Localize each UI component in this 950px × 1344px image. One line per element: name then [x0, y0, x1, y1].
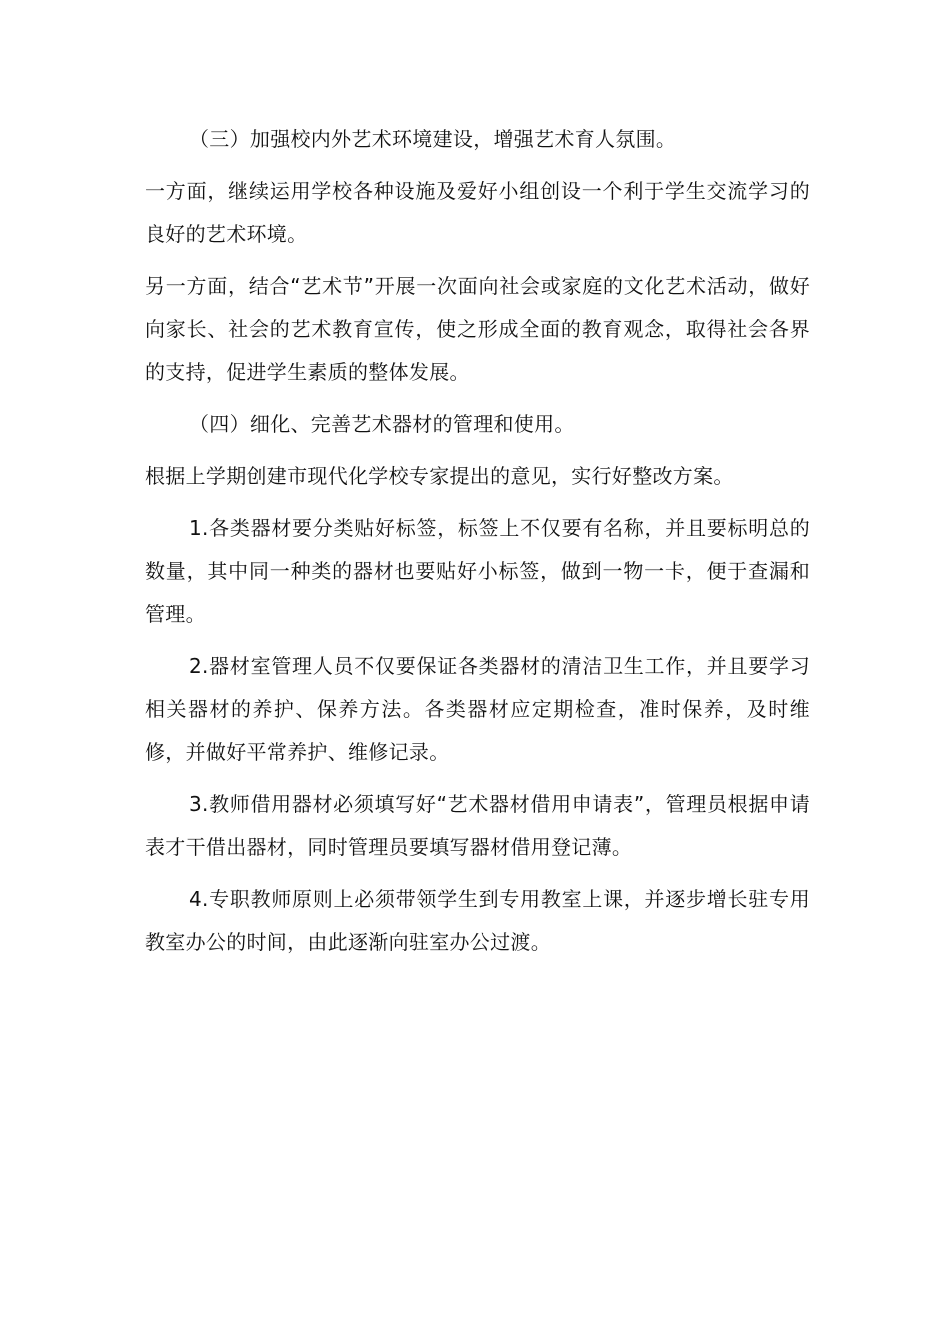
body-paragraph: 一方面，继续运用学校各种设施及爱好小组创设一个利于学生交流学习的良好的艺术环境。 — [145, 179, 810, 246]
document-body — [145, 118, 810, 973]
section-heading-3: （三）加强校内外艺术环境建设，增强艺术育人氛围。 — [189, 127, 677, 151]
body-paragraph: 根据上学期创建市现代化学校专家提出的意见，实行好整改方案。 — [145, 464, 734, 488]
body-paragraph: 另一方面，结合“艺术节”开展一次面向社会或家庭的文化艺术活动，做好向家长、社会的艺术教育宣传，使之形成全面的教育观念，取得社会各界的支持，促进学生素质的整体发展。 — [145, 274, 810, 384]
list-item: 1.各类器材要分类贴好标签，标签上不仅要有名称，并且要标明总的数量，其中同一种类的器材也要贴好小标签，做到一物一卡，便于查漏和管理。 — [145, 516, 810, 626]
list-item: 3.教师借用器材必须填写好“艺术器材借用申请表”，管理员根据申请表才干借出器材，同时管理员要填写器材借用登记薄。 — [145, 792, 810, 859]
list-item: 4.专职教师原则上必须带领学生到专用教室上课，并逐步增长驻专用教室办公的时间，由此逐渐向驻室办公过渡。 — [145, 887, 810, 954]
section-heading-4: （四）细化、完善艺术器材的管理和使用。 — [189, 412, 575, 436]
list-item: 2.器材室管理人员不仅要保证各类器材的清洁卫生工作，并且要学习相关器材的养护、保养方法。各类器材应定期检查，准时保养，及时维修，并做好平常养护、维修记录。 — [145, 654, 810, 764]
